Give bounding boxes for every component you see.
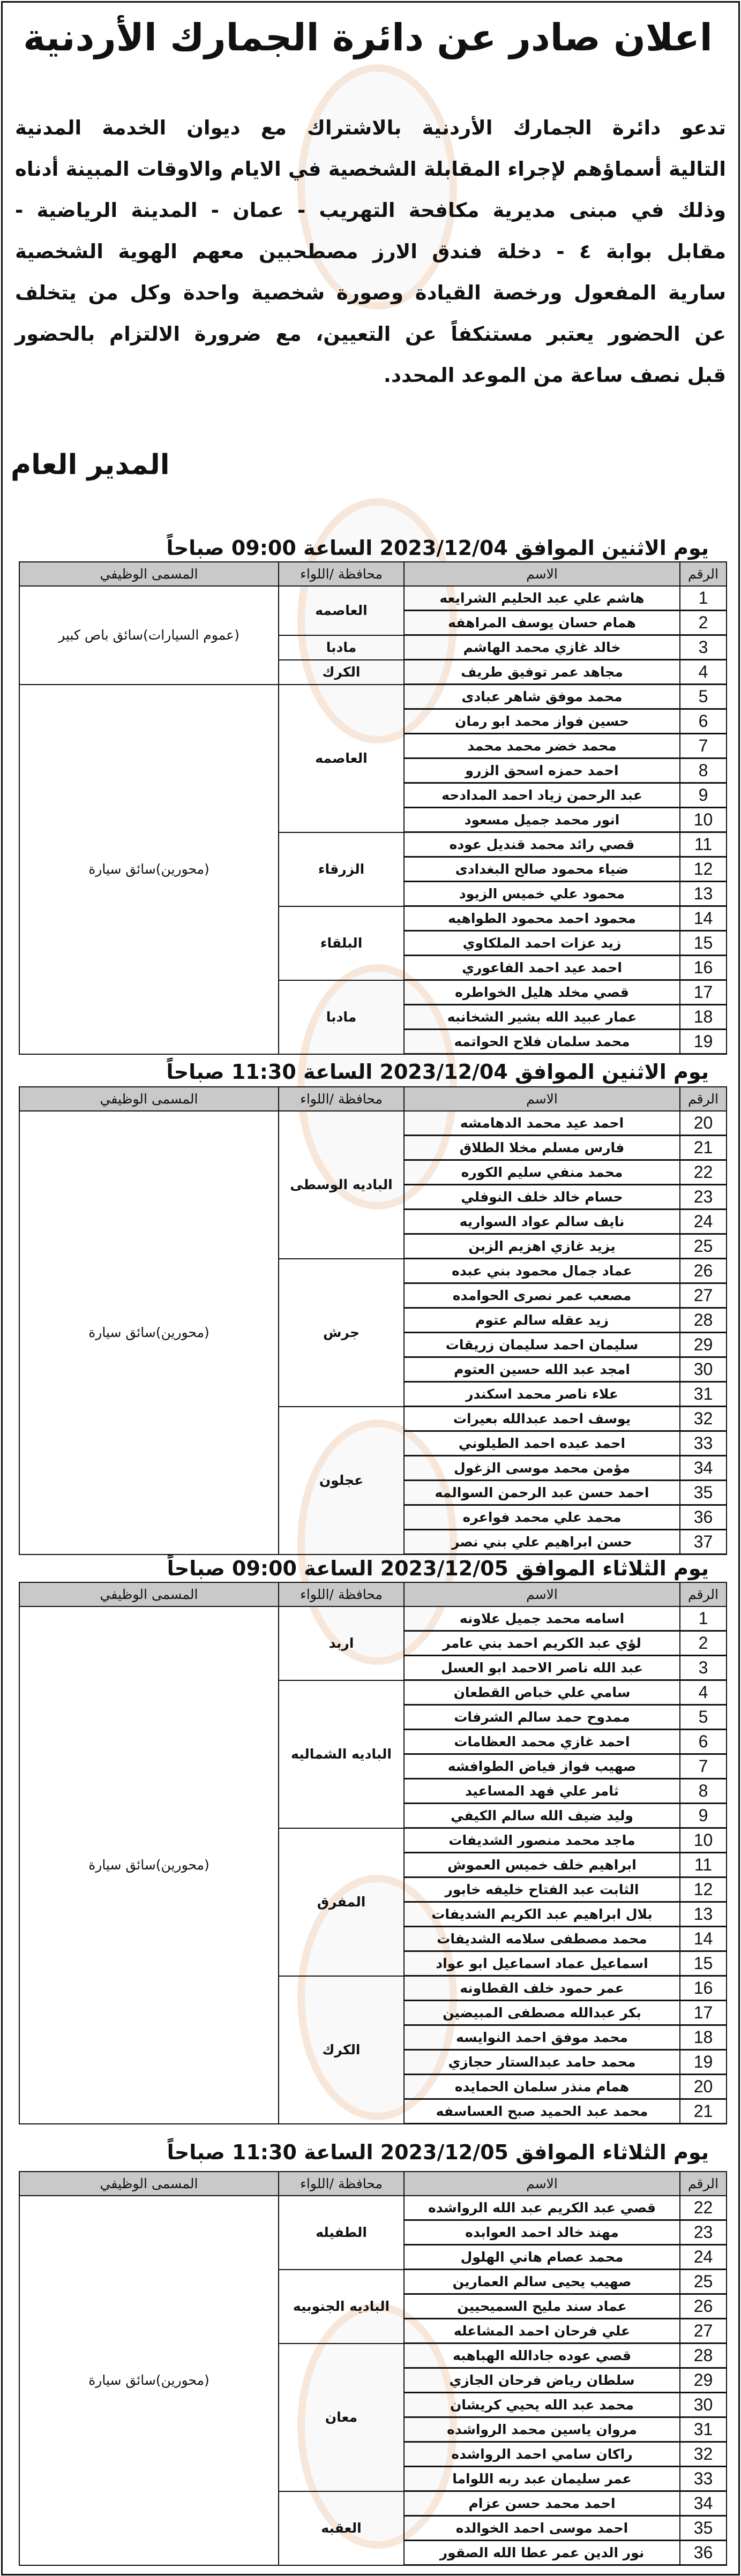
candidate-name: عمر حمود خلف القطاونه xyxy=(404,1976,680,2001)
candidate-name: محمد موفق احمد النوايسه xyxy=(404,2025,680,2050)
body-line: التالية أسماؤهم لإجراء المقابلة الشخصية في الايام والاوقات المبينة أدناه xyxy=(15,157,726,181)
column-header-number: الرقم xyxy=(680,562,727,586)
candidate-name: احمد موسى احمد الخوالده xyxy=(404,2516,680,2541)
candidate-name: همام حسان يوسف المراهفه xyxy=(404,611,680,635)
candidate-name: زيد عزات احمد الملكاوي xyxy=(404,931,680,956)
row-number: 26 xyxy=(680,2294,727,2319)
table-header-row xyxy=(19,1087,727,1111)
candidate-name: ماجد محمد منصور الشديفات xyxy=(404,1828,680,1853)
body-line: سارية المفعول ورخصة القيادة وصورة شخصية واحدة وكل من يتخلف xyxy=(15,281,726,304)
candidate-name: سلطان رياض فرحان الجازي xyxy=(404,2368,680,2393)
governorate-cell: العاصمه xyxy=(279,586,404,635)
row-number: 34 xyxy=(680,1456,727,1481)
column-header-number: الرقم xyxy=(680,2172,727,2196)
row-number: 5 xyxy=(680,1705,727,1730)
row-number: 29 xyxy=(680,2368,727,2393)
row-number: 32 xyxy=(680,1407,727,1431)
candidate-name: نايف سالم عواد السواريه xyxy=(404,1210,680,1234)
governorate-cell: الباديه الشماليه xyxy=(279,1680,404,1828)
candidate-name: علي فرحان احمد المشاعله xyxy=(404,2319,680,2344)
candidate-name: عبد الله ناصر الاحمد ابو العسل xyxy=(404,1656,680,1680)
row-number: 19 xyxy=(680,2050,727,2075)
column-header-name: الاسم xyxy=(404,1582,680,1606)
row-number: 5 xyxy=(680,685,727,709)
body-line: تدعو دائرة الجمارك الأردنية بالاشتراك مع ديوان الخدمة المدنية xyxy=(15,116,726,139)
governorate-cell: الباديه الوسطى xyxy=(279,1111,404,1259)
candidate-name: محمود علي خميس الزيود xyxy=(404,882,680,906)
governorate-cell: الباديه الجنوبيه xyxy=(279,2270,404,2344)
candidate-name: محمد عبد الله يحيي كريشان xyxy=(404,2393,680,2417)
governorate-cell: جرش xyxy=(279,1259,404,1407)
row-number: 16 xyxy=(680,956,727,980)
row-number: 34 xyxy=(680,2491,727,2516)
row-number: 22 xyxy=(680,1160,727,1185)
schedule-table xyxy=(19,2171,727,2566)
candidate-name: احمد عيد احمد الفاعوري xyxy=(404,956,680,980)
candidate-name: صهيب يحيى سالم العمارين xyxy=(404,2270,680,2294)
row-number: 24 xyxy=(680,1210,727,1234)
job-title-cell: (محورين)سائق سيارة xyxy=(19,2196,279,2565)
row-number: 30 xyxy=(680,1357,727,1382)
row-number: 18 xyxy=(680,2025,727,2050)
row-number: 36 xyxy=(680,1505,727,1530)
row-number: 1 xyxy=(680,586,727,611)
candidate-name: محمد عبد الحميد صبح العساسفه xyxy=(404,2099,680,2124)
column-header-name: الاسم xyxy=(404,562,680,586)
candidate-name: مجاهد عمر توفيق طريف xyxy=(404,660,680,685)
row-number: 4 xyxy=(680,1680,727,1705)
candidate-name: احمد حمزه اسحق الزرو xyxy=(404,758,680,783)
column-header-governorate: محافظة /اللواء xyxy=(279,2172,404,2196)
governorate-cell: معان xyxy=(279,2344,404,2491)
candidate-name: سليمان احمد سليمان زريقات xyxy=(404,1333,680,1357)
column-header-job: المسمى الوظيفي xyxy=(19,1087,279,1111)
row-number: 29 xyxy=(680,1333,727,1357)
candidate-name: فارس مسلم مخلا الطلاق xyxy=(404,1136,680,1160)
row-number: 14 xyxy=(680,1927,727,1951)
governorate-cell: العاصمه xyxy=(279,685,404,832)
row-number: 25 xyxy=(680,1234,727,1259)
governorate-cell: اربد xyxy=(279,1606,404,1680)
row-number: 15 xyxy=(680,1951,727,1976)
row-number: 23 xyxy=(680,2220,727,2245)
candidate-name: يوسف احمد عبدالله بعيرات xyxy=(404,1407,680,1431)
candidate-name: وليد ضيف الله سالم الكيفي xyxy=(404,1804,680,1828)
row-number: 9 xyxy=(680,783,727,808)
row-number: 20 xyxy=(680,1111,727,1136)
candidate-name: مروان ياسين محمد الرواشده xyxy=(404,2417,680,2442)
row-number: 9 xyxy=(680,1804,727,1828)
governorate-cell: العقبه xyxy=(279,2491,404,2565)
candidate-name: احمد حسن عبد الرحمن السوالمه xyxy=(404,1481,680,1505)
governorate-cell: عجلون xyxy=(279,1407,404,1554)
column-header-governorate: محافظة /اللواء xyxy=(279,1087,404,1111)
row-number: 37 xyxy=(680,1530,727,1554)
candidate-name: ممدوح حمد سالم الشرفات xyxy=(404,1705,680,1730)
body-line: عن الحضور يعتبر مستنكفاً عن التعيين، مع ضرورة الالتزام بالحضور xyxy=(15,322,726,346)
candidate-name: مصعب عمر نصرى الحوامده xyxy=(404,1283,680,1308)
candidate-name: قصي مخلد هليل الخواطره xyxy=(404,980,680,1005)
candidate-name: عمار عبيد الله بشير الشخانبه xyxy=(404,1005,680,1030)
candidate-name: اسماعيل عماد اسماعيل ابو عواد xyxy=(404,1951,680,1976)
announcement-body xyxy=(15,107,726,396)
row-number: 3 xyxy=(680,635,727,660)
job-title-cell: (عموم السيارات)سائق باص كبير xyxy=(19,586,279,685)
candidate-name: بكر عبدالله مصطفى المبيضين xyxy=(404,2001,680,2025)
candidate-name: احمد محمد حسن عزام xyxy=(404,2491,680,2516)
day-heading: يوم الاثنين الموافق 2023/12/04 الساعة 11:30 صباحاً xyxy=(166,1060,709,1084)
row-number: 28 xyxy=(680,1308,727,1333)
row-number: 28 xyxy=(680,2344,727,2368)
job-title-cell: (محورين)سائق سيارة xyxy=(19,1606,279,2124)
governorate-cell: المفرق xyxy=(279,1828,404,1976)
job-title-cell: (محورين)سائق سيارة xyxy=(19,1111,279,1554)
table-row xyxy=(19,1111,727,1136)
candidate-name: عبد الرحمن زياد احمد المدادحه xyxy=(404,783,680,808)
candidate-name: سامي علي خباص القطعان xyxy=(404,1680,680,1705)
candidate-name: ابراهيم خلف خميس العموش xyxy=(404,1853,680,1877)
candidate-name: محمد علي محمد فواعره xyxy=(404,1505,680,1530)
row-number: 2 xyxy=(680,1631,727,1656)
day-heading: يوم الثلاثاء الموافق 2023/12/05 الساعة 11:30 صباحاً xyxy=(167,2141,709,2164)
row-number: 23 xyxy=(680,1185,727,1210)
candidate-name: عمر سليمان عبد ربه اللواما xyxy=(404,2467,680,2491)
row-number: 26 xyxy=(680,1259,727,1283)
candidate-name: نور الدين عمر عطا الله الصقور xyxy=(404,2541,680,2565)
table-row xyxy=(19,685,727,709)
row-number: 20 xyxy=(680,2075,727,2099)
column-header-name: الاسم xyxy=(404,2172,680,2196)
row-number: 8 xyxy=(680,758,727,783)
row-number: 13 xyxy=(680,882,727,906)
governorate-cell: الطفيله xyxy=(279,2196,404,2270)
candidate-name: الثابت عبد الفتاح خليفه خابور xyxy=(404,1877,680,1902)
governorate-cell: مادبا xyxy=(279,980,404,1054)
candidate-name: مؤمن محمد موسى الزغول xyxy=(404,1456,680,1481)
body-line: وذلك في مبنى مديرية مكافحة التهريب - عمان - المدينة الرياضية - xyxy=(15,199,726,222)
row-number: 11 xyxy=(680,1853,727,1877)
candidate-name: قصي عبد الكريم عبد الله الرواشده xyxy=(404,2196,680,2220)
row-number: 10 xyxy=(680,1828,727,1853)
row-number: 22 xyxy=(680,2196,727,2220)
column-header-name: الاسم xyxy=(404,1087,680,1111)
row-number: 12 xyxy=(680,857,727,882)
candidate-name: بلال ابراهيم عبد الكريم الشديفات xyxy=(404,1902,680,1927)
table-header-row xyxy=(19,2172,727,2196)
schedule-table xyxy=(19,1086,727,1555)
candidate-name: ضياء محمود صالح البغدادى xyxy=(404,857,680,882)
candidate-name: راكان سامي احمد الرواشده xyxy=(404,2442,680,2467)
candidate-name: محمد مصطفى سلامه الشديفات xyxy=(404,1927,680,1951)
candidate-name: همام منذر سلمان الحمايده xyxy=(404,2075,680,2099)
candidate-name: عماد جمال محمود بني عبده xyxy=(404,1259,680,1283)
row-number: 36 xyxy=(680,2541,727,2565)
candidate-name: احمد عيد محمد الدهامشه xyxy=(404,1111,680,1136)
table-header-row xyxy=(19,1582,727,1606)
column-header-job: المسمى الوظيفي xyxy=(19,562,279,586)
row-number: 11 xyxy=(680,832,727,857)
candidate-name: ثامر علي فهد المساعيد xyxy=(404,1779,680,1804)
column-header-governorate: محافظة /اللواء xyxy=(279,562,404,586)
governorate-cell: الكرك xyxy=(279,660,404,685)
day-heading: يوم الاثنين الموافق 2023/12/04 الساعة 09:00 صباحاً xyxy=(166,536,709,560)
row-number: 12 xyxy=(680,1877,727,1902)
row-number: 1 xyxy=(680,1606,727,1631)
body-line: مقابل بوابة ٤ - دخلة فندق الارز مصطحبين معهم الهوية الشخصية xyxy=(15,240,726,263)
row-number: 18 xyxy=(680,1005,727,1030)
candidate-name: عماد سند مليح السميحيين xyxy=(404,2294,680,2319)
governorate-cell: مادبا xyxy=(279,635,404,660)
table-row xyxy=(19,586,727,611)
candidate-name: لؤي عبد الكريم احمد بني عامر xyxy=(404,1631,680,1656)
candidate-name: حسام خالد خلف النوفلي xyxy=(404,1185,680,1210)
candidate-name: امجد عبد الله حسين العتوم xyxy=(404,1357,680,1382)
row-number: 6 xyxy=(680,1730,727,1754)
day-heading: يوم الثلاثاء الموافق 2023/12/05 الساعة 09:00 صباحاً xyxy=(167,1557,709,1580)
candidate-name: حسين فواز محمد ابو رمان xyxy=(404,709,680,734)
row-number: 7 xyxy=(680,734,727,758)
row-number: 30 xyxy=(680,2393,727,2417)
candidate-name: احمد عبده احمد الطيلوني xyxy=(404,1431,680,1456)
row-number: 35 xyxy=(680,1481,727,1505)
table-header-row xyxy=(19,562,727,586)
candidate-name: يزيد غازي اهزيم الزبن xyxy=(404,1234,680,1259)
row-number: 24 xyxy=(680,2245,727,2270)
schedule-table xyxy=(19,561,727,1055)
table-row xyxy=(19,2196,727,2220)
column-header-governorate: محافظة /اللواء xyxy=(279,1582,404,1606)
row-number: 10 xyxy=(680,808,727,832)
candidate-name: هاشم علي عبد الحليم الشرايعه xyxy=(404,586,680,611)
column-header-job: المسمى الوظيفي xyxy=(19,1582,279,1606)
candidate-name: صهيب فواز فياض الطوافشه xyxy=(404,1754,680,1779)
job-title-cell: (محورين)سائق سيارة xyxy=(19,685,279,1054)
row-number: 2 xyxy=(680,611,727,635)
row-number: 8 xyxy=(680,1779,727,1804)
body-line: قبل نصف ساعة من الموعد المحدد. xyxy=(383,364,726,387)
candidate-name: محمود احمد محمود الطواهيه xyxy=(404,906,680,931)
candidate-name: محمد منفي سليم الكوره xyxy=(404,1160,680,1185)
row-number: 17 xyxy=(680,980,727,1005)
row-number: 35 xyxy=(680,2516,727,2541)
governorate-cell: البلقاء xyxy=(279,906,404,980)
candidate-name: محمد سلمان فلاح الحواتمه xyxy=(404,1030,680,1054)
row-number: 21 xyxy=(680,2099,727,2124)
row-number: 33 xyxy=(680,1431,727,1456)
column-header-job: المسمى الوظيفي xyxy=(19,2172,279,2196)
column-header-number: الرقم xyxy=(680,1087,727,1111)
row-number: 31 xyxy=(680,2417,727,2442)
candidate-name: قصي رائد محمد قنديل عوده xyxy=(404,832,680,857)
schedule-table xyxy=(19,1582,727,2124)
candidate-name: خالد غازي محمد الهاشم xyxy=(404,635,680,660)
column-header-number: الرقم xyxy=(680,1582,727,1606)
row-number: 21 xyxy=(680,1136,727,1160)
row-number: 33 xyxy=(680,2467,727,2491)
governorate-cell: الكرك xyxy=(279,1976,404,2124)
candidate-name: احمد غازي محمد العظامات xyxy=(404,1730,680,1754)
candidate-name: حسن ابراهيم علي بني نصر xyxy=(404,1530,680,1554)
row-number: 19 xyxy=(680,1030,727,1054)
candidate-name: انور محمد جميل مسعود xyxy=(404,808,680,832)
row-number: 27 xyxy=(680,2319,727,2344)
row-number: 13 xyxy=(680,1902,727,1927)
row-number: 17 xyxy=(680,2001,727,2025)
table-row xyxy=(19,1606,727,1631)
candidate-name: علاء ناصر محمد اسكندر xyxy=(404,1382,680,1407)
candidate-name: قصي عوده جادالله الهباهبه xyxy=(404,2344,680,2368)
row-number: 6 xyxy=(680,709,727,734)
row-number: 14 xyxy=(680,906,727,931)
row-number: 25 xyxy=(680,2270,727,2294)
candidate-name: مهند خالد احمد العوابده xyxy=(404,2220,680,2245)
row-number: 7 xyxy=(680,1754,727,1779)
row-number: 4 xyxy=(680,660,727,685)
row-number: 32 xyxy=(680,2442,727,2467)
row-number: 27 xyxy=(680,1283,727,1308)
governorate-cell: الزرقاء xyxy=(279,832,404,906)
row-number: 16 xyxy=(680,1976,727,2001)
candidate-name: محمد عصام هاني الهلول xyxy=(404,2245,680,2270)
announcement-title: اعلان صادر عن دائرة الجمارك الأردنية xyxy=(23,16,713,59)
candidate-name: محمد موفق شاهر عبادى xyxy=(404,685,680,709)
row-number: 31 xyxy=(680,1382,727,1407)
candidate-name: محمد خضر محمد محمد xyxy=(404,734,680,758)
row-number: 15 xyxy=(680,931,727,956)
row-number: 3 xyxy=(680,1656,727,1680)
candidate-name: محمد حامد عبدالستار حجازي xyxy=(404,2050,680,2075)
signature: المدير العام xyxy=(11,449,170,481)
candidate-name: زيد عقله سالم عتوم xyxy=(404,1308,680,1333)
candidate-name: اسامه محمد جميل علاونه xyxy=(404,1606,680,1631)
